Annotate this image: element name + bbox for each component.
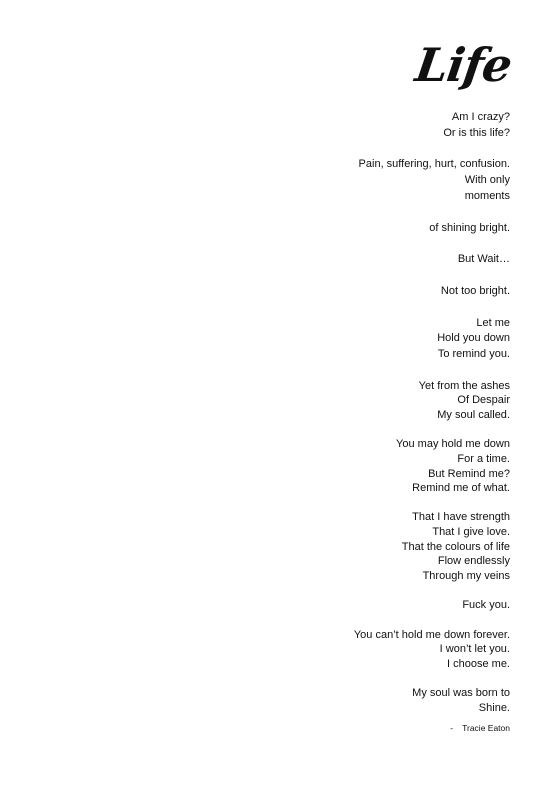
poem-line: To remind you.: [437, 348, 510, 360]
poem-line: But Wait…: [457, 253, 510, 265]
poem-line: That I give love.: [432, 526, 510, 538]
poem-line: Through my veins: [422, 570, 510, 582]
poem-line: With only: [464, 174, 510, 186]
poem-line: You may hold me down: [396, 438, 510, 450]
poem-line: Pain, suffering, hurt, confusion.: [358, 158, 510, 170]
poem-line: Shine.: [478, 702, 510, 714]
poem-title: Life: [412, 38, 515, 92]
poem-line: Let me: [476, 317, 510, 329]
poem-line: Hold you down: [437, 332, 510, 344]
poem-line: My soul was born to: [412, 687, 510, 699]
poem-line: My soul called.: [437, 409, 510, 421]
poem-line: I choose me.: [447, 658, 510, 670]
poem-line: I won’t let you.: [439, 643, 510, 655]
poem-line: That I have strength: [412, 511, 510, 523]
author-signature: [450, 723, 510, 734]
poem-line: You can’t hold me down forever.: [353, 629, 510, 641]
signature-dash: -: [450, 723, 454, 733]
poem-line: Flow endlessly: [437, 555, 510, 567]
poem-line: That the colours of life: [401, 541, 510, 553]
poem-line: Of Despair: [457, 394, 510, 406]
poem-line: For a time.: [457, 453, 510, 465]
poem-line: Yet from the ashes: [418, 380, 510, 392]
poem-line: Fuck you.: [462, 599, 510, 611]
poem-line: Remind me of what.: [412, 482, 510, 494]
poem-line: Or is this life?: [443, 127, 510, 139]
poem-line: Not too bright.: [440, 285, 510, 297]
poem-line: of shining bright.: [429, 222, 510, 234]
poem-line: But Remind me?: [428, 468, 510, 480]
poem-line: Am I crazy?: [451, 111, 510, 123]
poem-line: moments: [464, 190, 510, 202]
author-name: Tracie Eaton: [462, 723, 510, 733]
